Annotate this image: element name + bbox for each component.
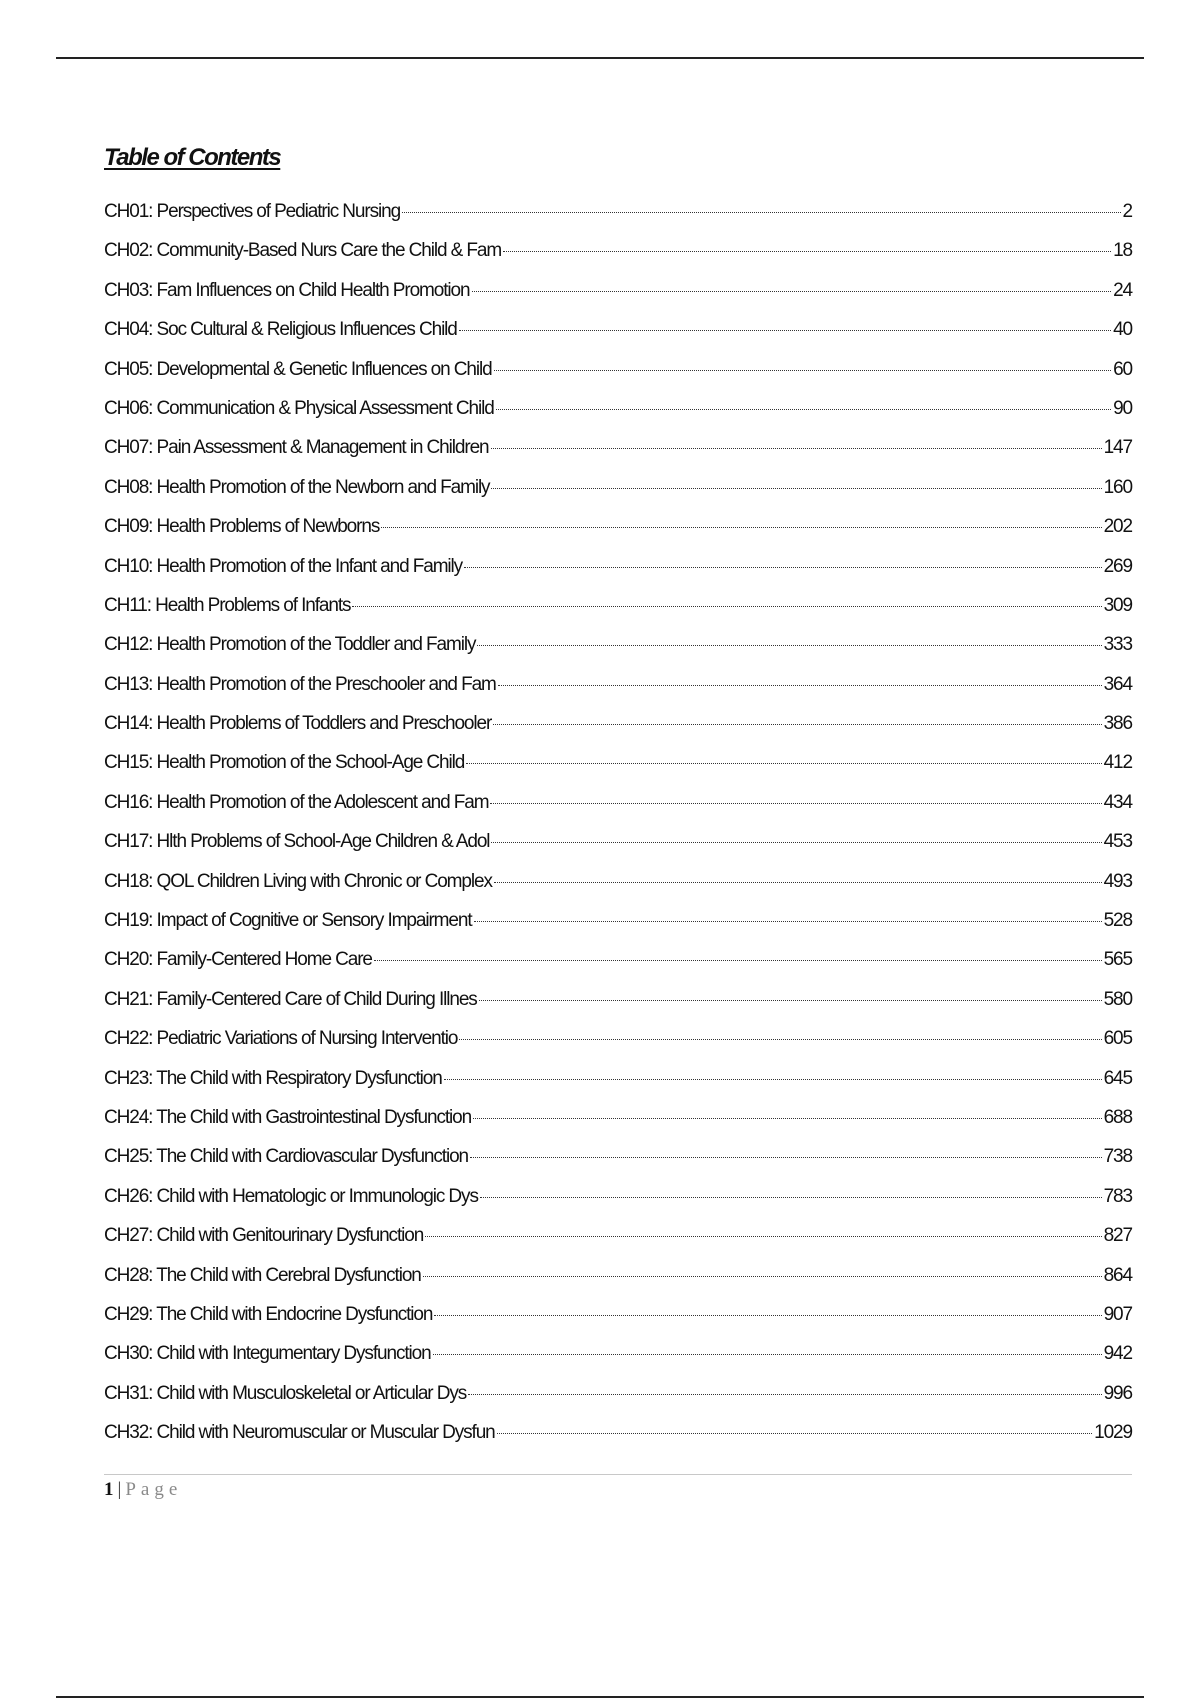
toc-entry[interactable]: [104, 398, 1132, 437]
toc-entry[interactable]: [104, 1068, 1132, 1107]
toc-entry-page: 147: [1103, 437, 1132, 459]
footer-page-word: Page: [125, 1479, 183, 1500]
toc-entry-label: CH19: Impact of Cognitive or Sensory Impairment: [104, 910, 472, 932]
toc-entry-label: CH06: Communication & Physical Assessment Child: [104, 397, 494, 419]
toc-dot-leader: [464, 567, 1102, 568]
toc-dot-leader: [491, 842, 1101, 843]
toc-entry-page: 645: [1103, 1067, 1132, 1089]
toc-entry[interactable]: [104, 1265, 1132, 1304]
toc-entry[interactable]: [104, 1343, 1132, 1382]
toc-entry-page: 738: [1103, 1146, 1132, 1168]
toc-dot-leader: [490, 803, 1101, 804]
toc-entry[interactable]: [104, 910, 1132, 949]
toc-entry[interactable]: [104, 949, 1132, 988]
toc-entry-label: CH22: Pediatric Variations of Nursing Interventio: [104, 1028, 458, 1050]
toc-entry-label: CH27: Child with Genitourinary Dysfunction: [104, 1225, 424, 1247]
toc-list: [104, 201, 1132, 1462]
toc-entry-page: 1029: [1094, 1422, 1132, 1444]
toc-dot-leader: [425, 1236, 1101, 1237]
toc-entry[interactable]: [104, 674, 1132, 713]
toc-dot-leader: [374, 960, 1102, 961]
toc-entry[interactable]: [104, 1107, 1132, 1146]
toc-entry-page: 434: [1103, 791, 1132, 813]
toc-entry-page: 864: [1103, 1264, 1132, 1286]
toc-dot-leader: [494, 370, 1111, 371]
toc-entry[interactable]: [104, 1422, 1132, 1461]
toc-dot-leader: [434, 1315, 1101, 1316]
toc-entry-label: CH18: QOL Children Living with Chronic or Complex: [104, 870, 492, 892]
toc-entry-label: CH13: Health Promotion of the Preschooler and Fam: [104, 673, 496, 695]
toc-entry-label: CH09: Health Problems of Newborns: [104, 516, 380, 538]
toc-dot-leader: [459, 330, 1111, 331]
toc-entry-label: CH04: Soc Cultural & Religious Influences Child: [104, 319, 457, 341]
toc-entry-page: 907: [1103, 1303, 1132, 1325]
toc-dot-leader: [352, 606, 1101, 607]
toc-dot-leader: [493, 724, 1101, 725]
toc-entry[interactable]: [104, 1028, 1132, 1067]
bottom-border-line: [56, 1696, 1144, 1698]
toc-entry-label: CH12: Health Promotion of the Toddler and Family: [104, 634, 476, 656]
toc-entry-page: 580: [1103, 988, 1132, 1010]
toc-dot-leader: [423, 1276, 1102, 1277]
toc-entry-page: 202: [1103, 516, 1132, 538]
toc-entry-page: 60: [1113, 358, 1132, 380]
toc-title: Table of Contents: [104, 144, 281, 171]
toc-dot-leader: [497, 1433, 1092, 1434]
toc-entry-page: 386: [1103, 713, 1132, 735]
toc-entry[interactable]: [104, 201, 1132, 240]
toc-entry-label: CH26: Child with Hematologic or Immunologic Dys: [104, 1185, 478, 1207]
toc-entry[interactable]: [104, 831, 1132, 870]
toc-dot-leader: [498, 685, 1102, 686]
toc-entry-label: CH17: Hlth Problems of School-Age Children & Adol: [104, 831, 490, 853]
toc-entry-label: CH03: Fam Influences on Child Health Promotion: [104, 279, 470, 301]
toc-entry-label: CH02: Community-Based Nurs Care the Child & Fam: [104, 240, 502, 262]
toc-entry[interactable]: [104, 280, 1132, 319]
toc-entry-page: 18: [1113, 240, 1132, 262]
toc-entry-page: 565: [1103, 949, 1132, 971]
footer-divider: [104, 1474, 1132, 1475]
toc-entry-label: CH14: Health Problems of Toddlers and Preschooler: [104, 713, 492, 735]
toc-entry-label: CH11: Health Problems of Infants: [104, 594, 351, 616]
toc-entry-page: 605: [1103, 1028, 1132, 1050]
toc-dot-leader: [468, 1394, 1101, 1395]
toc-dot-leader: [479, 1000, 1102, 1001]
toc-entry-label: CH01: Perspectives of Pediatric Nursing: [104, 201, 401, 222]
toc-dot-leader: [459, 1039, 1101, 1040]
toc-entry[interactable]: [104, 1146, 1132, 1185]
toc-entry-label: CH31: Child with Musculoskeletal or Articular Dys: [104, 1382, 467, 1404]
toc-dot-leader: [472, 291, 1112, 292]
toc-entry-label: CH23: The Child with Respiratory Dysfunction: [104, 1067, 442, 1089]
toc-entry-page: 688: [1103, 1106, 1132, 1128]
toc-entry-label: CH21: Family-Centered Care of Child During Illnes: [104, 988, 477, 1010]
toc-entry-label: CH20: Family-Centered Home Care: [104, 949, 372, 971]
toc-entry-label: CH08: Health Promotion of the Newborn and Family: [104, 476, 490, 498]
toc-entry[interactable]: [104, 752, 1132, 791]
toc-dot-leader: [402, 212, 1120, 213]
toc-entry-label: CH30: Child with Integumentary Dysfunction: [104, 1343, 431, 1365]
toc-dot-leader: [473, 1118, 1101, 1119]
toc-entry[interactable]: [104, 1225, 1132, 1264]
toc-dot-leader: [433, 1354, 1102, 1355]
toc-entry[interactable]: [104, 437, 1132, 476]
toc-entry-page: 453: [1103, 831, 1132, 853]
toc-entry-label: CH16: Health Promotion of the Adolescent and Fam: [104, 791, 489, 813]
toc-entry[interactable]: [104, 516, 1132, 555]
toc-entry-label: CH24: The Child with Gastrointestinal Dysfunction: [104, 1106, 472, 1128]
toc-entry-page: 942: [1103, 1343, 1132, 1365]
toc-dot-leader: [496, 409, 1111, 410]
toc-dot-leader: [466, 763, 1101, 764]
toc-entry-label: CH29: The Child with Endocrine Dysfunction: [104, 1303, 433, 1325]
toc-entry[interactable]: [104, 319, 1132, 358]
toc-dot-leader: [444, 1079, 1102, 1080]
toc-entry-label: CH10: Health Promotion of the Infant and Family: [104, 555, 463, 577]
toc-entry[interactable]: [104, 556, 1132, 595]
toc-entry-page: 309: [1103, 594, 1132, 616]
toc-entry[interactable]: [104, 595, 1132, 634]
top-border-line: [56, 57, 1144, 59]
toc-dot-leader: [491, 488, 1101, 489]
toc-entry-page: 493: [1103, 870, 1132, 892]
toc-entry-page: 333: [1103, 634, 1132, 656]
toc-dot-leader: [474, 921, 1102, 922]
toc-entry-page: 783: [1103, 1185, 1132, 1207]
toc-entry[interactable]: [104, 1304, 1132, 1343]
toc-entry[interactable]: [104, 871, 1132, 910]
toc-entry-label: CH32: Child with Neuromuscular or Muscular Dysfun: [104, 1422, 495, 1444]
toc-entry[interactable]: [104, 477, 1132, 516]
toc-entry-page: 528: [1103, 910, 1132, 932]
toc-entry-page: 996: [1103, 1382, 1132, 1404]
toc-entry-page: 364: [1103, 673, 1132, 695]
toc-entry[interactable]: [104, 792, 1132, 831]
toc-entry[interactable]: [104, 634, 1132, 673]
toc-dot-leader: [494, 882, 1102, 883]
toc-entry[interactable]: [104, 1186, 1132, 1225]
toc-dot-leader: [477, 645, 1101, 646]
toc-entry-page: 40: [1113, 319, 1132, 341]
toc-entry-page: 412: [1103, 752, 1132, 774]
toc-entry-page: 827: [1103, 1225, 1132, 1247]
toc-entry-label: CH28: The Child with Cerebral Dysfunction: [104, 1264, 421, 1286]
toc-section: [104, 138, 1132, 1444]
toc-entry-page: 160: [1103, 476, 1132, 498]
toc-dot-leader: [503, 251, 1111, 252]
toc-entry-label: CH07: Pain Assessment & Management in Children: [104, 437, 489, 459]
toc-entry-page: 24: [1113, 279, 1132, 301]
toc-dot-leader: [480, 1197, 1102, 1198]
toc-entry-page: 269: [1103, 555, 1132, 577]
toc-dot-leader: [381, 527, 1101, 528]
toc-entry[interactable]: [104, 713, 1132, 752]
toc-entry-label: CH05: Developmental & Genetic Influences on Child: [104, 358, 492, 380]
toc-entry[interactable]: [104, 1383, 1132, 1422]
toc-entry[interactable]: [104, 240, 1132, 279]
toc-dot-leader: [470, 1157, 1102, 1158]
toc-entry[interactable]: [104, 359, 1132, 398]
page-footer: [104, 1478, 182, 1502]
toc-entry[interactable]: [104, 989, 1132, 1028]
footer-separator: |: [117, 1479, 122, 1500]
footer-page-number: 1: [104, 1479, 114, 1500]
toc-entry-label: CH15: Health Promotion of the School-Age Child: [104, 752, 465, 774]
toc-entry-label: CH25: The Child with Cardiovascular Dysfunction: [104, 1146, 469, 1168]
toc-entry-page: 2: [1122, 201, 1132, 222]
toc-entry-page: 90: [1113, 397, 1132, 419]
toc-dot-leader: [491, 448, 1102, 449]
